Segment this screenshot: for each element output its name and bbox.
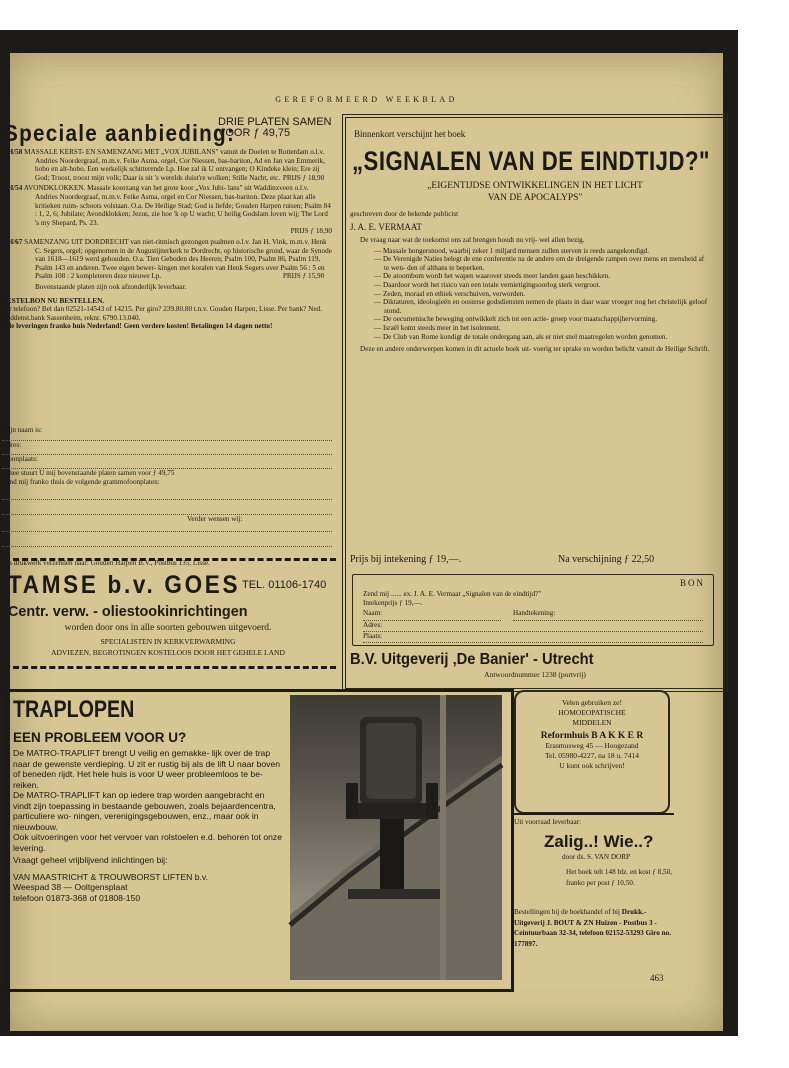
book-bullet: — De Verenigde Naties belegt de ene conferentie na de andere om de dreigende rampen over mens en mensheid af te wen- den of althans te beperken. (374, 255, 705, 272)
zalig-author: door ds. S. VAN DORP (562, 853, 631, 861)
zalig-order: Bestellingen bij de boekhandel of bij Drukk.-Uitgeverij J. BOUT & ZN Huizen - Postbus 3 - Ceintuurbaan 32-34, telefoon 02152-53293 Giro no. 177897. (514, 908, 671, 948)
book-bullet: — De Club van Rome kondigt de totale ondergang aan, als er niet snel maatregelen worden genomen. (374, 332, 668, 341)
bon-line-1: Zend mij ...... ex. J. A. E. Vermaat „Signalen van de eindtijd?" (363, 590, 542, 598)
bon-address-field[interactable]: Adres: (363, 621, 703, 632)
traplift-phone: telefoon 01873-368 of 01808-150 (13, 892, 141, 903)
book-body: De vraag naar wat de toekomst ons zal brengen houdt nu vrij- wel allen bezig. — Massale hongersnood, waarbij zeker 1 miljard mensen zullen sterven is reeds aangekondigd. — De Verenigde Naties belegt de ene conferentie na de andere om de dreigende rampen over mens en mensheid af te wen- den of althans te beperken. — De atoombom wordt het wapen waarover steeds meer landen gaan beschikken. — Daardoor wordt het risico van een totale vernietigingsoorlog sterk vergroot. — Zeden, moraal en ethiek verschuiven, verworden. — Diktaturen, ideologieën en oosterse godsdiensten nemen de plaats in daar waar vroeger nog het christelijk geloof stond. — De oecumenische beweging ontwikkelt zich tot een actie- groep voor maatschappijhervorming. — Israël komt steeds meer in het isolement. — De Club van Rome kondigt de totale ondergang aan, als er niet snel maatregelen worden genomen. Deze en andere onderwerpen komen in dit actuele boek uit- voerig ter sprake en worden belicht vanuit de Heilige Schrift. (360, 236, 710, 354)
homeo-line-5: Erasmusweg 45 — Hoogezand (545, 741, 639, 750)
form-city-field[interactable]: Woonplaats: (2, 455, 332, 469)
newspaper-page (2, 53, 723, 1031)
traplift-subheading: EEN PROBLEEM VOOR U? (13, 730, 187, 745)
tamse-line-4: ADVIEZEN, BEGROTINGEN KOSTELOOS DOOR HET GEHELE LAND (51, 648, 285, 657)
book-bullet: — De oecumenische beweging ontwikkelt zich tot een actie- groep voor maatschappijhervorming. (374, 315, 658, 324)
traplift-heading: TRAPLOPEN (13, 696, 135, 723)
bon-city-field[interactable]: Plaats: (363, 632, 703, 643)
homeo-ad (514, 690, 670, 814)
homeo-line-3: MIDDELEN (572, 718, 612, 727)
offer-item-gh67: GH/67 SAMENZANG UIT DORDRECHT van niet-ritmisch gezongen psalmen o.l.v. Jan H. Vink, m.m.v. Henk C. Segers, orgel; opgenomen in de Augustijnerkerk te Dordrecht, op historische grond, waar de Synode van 1618—1619 werd gehouden. O.a. Tien Geboden des Heeren; Psalm 100, Psalm 86, Psalm 119, Psalm 143 en anderen. Twee eigen bewer- kingen met koralen van Henk Segers over Psalm 56 : 5 en Psalm 108 : 2 kompleteren deze nieuwe Lp. PRIJS ƒ 15,90 (2, 237, 332, 281)
tamse-line-1: Centr. verw. - oliestookinrichtingen (8, 603, 248, 620)
traplift-ad (4, 689, 514, 992)
order-form (2, 426, 332, 568)
book-ad (342, 114, 728, 692)
delivery-lines: Alle leveringen franko huis Nederland! Geen verdere kosten! Betalingen 14 dagen netto! (2, 322, 273, 331)
page-number: 463 (650, 973, 664, 983)
book-publisher: B.V. Uitgeverij ‚De Banier' - Utrecht (350, 651, 594, 668)
zalig-title: Zalig..! Wie..? (544, 832, 654, 851)
traplift-address: Weespad 38 — Ooltgensplaat (13, 882, 128, 892)
book-written-by: geschreven door de bekende publicist (350, 210, 459, 218)
form-record-line-1[interactable] (2, 486, 332, 500)
tamse-phone: TEL. 01106-1740 (242, 579, 327, 591)
offer-separate-note: Bovenstaande platen zijn ook afzonderlijk leverbaar. (35, 282, 187, 291)
stairlift-illustration (290, 695, 502, 980)
book-price-subscription: Prijs bij intekening ƒ 19,—. (350, 554, 462, 565)
homeo-line-7: U kunt ook schrijven! (559, 761, 625, 770)
book-reply: Antwoordnummer 1238 (portvrij) (484, 670, 586, 679)
tamse-line-2: worden door ons in alle soorten gebouwen uitgevoerd. (64, 623, 272, 633)
offer-item-gh58: GH/58 MASSALE KERST- EN SAMENZANG MET „VOX JUBILANS" vanuit de Doelen te Rotterdam o.l.v. Andries Noordergraaf, m.m.v. Feike Asma, orgel, Cor Niessen, bas-bariton, Ad en Jan van Emmerik, hobo en alt-hobo. Een werkelijk schitterende Lp. Hoe zal ik U ontvangen; O Kindeke klein; Ere zij God; Troost, troost mijn volk; Daar is uit 's werelds duist're wolken; Stille Nacht, etc. PRIJS ƒ 18,90 (2, 148, 325, 182)
zalig-available: Uit voorraad leverbaar: (514, 818, 582, 826)
offer-heading: Speciale aanbieding: (4, 120, 236, 146)
running-title: GEREFORMEERD WEEKBLAD (275, 95, 458, 104)
traplift-photo (290, 695, 502, 980)
traplift-para-2: De MATRO-TRAPLIFT kan op iedere trap worden aangebracht en vindt zijn toepassing in bestaande gebouwen, zoals bejaardencentra, particuliere wo- ningen, verenigingsgebouwen, enz., maar ook in nieuwbouw. (13, 790, 276, 832)
tamse-top-border (4, 558, 336, 561)
traplift-company: VAN MAASTRICHT & TROUWBORST LIFTEN b.v. (13, 871, 208, 882)
offer-footer: Als drukwerk verzenden naar: Gouden Harpen B.V., Postbus 135, Lisse. (2, 559, 210, 568)
book-bullet: — Massale hongersnood, waarbij zeker 1 miljard mensen zullen sterven is reeds aangekondigd. (374, 246, 650, 255)
offer-items (2, 148, 332, 331)
bon-signature-field[interactable]: Handtekening: (513, 609, 703, 621)
order-heading: BESTELBON NU BESTELLEN. (2, 296, 105, 305)
homeo-line-2: HOMOEOPATISCHE (558, 708, 626, 717)
form-line-1: ja/nee stuurt U mij bovenstaande platen samen voor ƒ 49,75 (2, 469, 175, 477)
form-name-field[interactable]: Mijn naam is: (2, 426, 332, 441)
book-bullet: — De atoombom wordt het wapen waarover steeds meer landen gaan beschikken. (374, 272, 610, 281)
form-wishes-line[interactable] (2, 532, 332, 547)
form-line-2: Zend mij franko thuis de volgende grammofoonplaten: (2, 477, 160, 486)
tamse-line-3: SPECIALISTEN IN KERKVERWARMING (100, 637, 236, 646)
book-bullet: — Israël komt steeds meer in het isolement. (374, 323, 501, 332)
homeo-line-6: Tel. 05980-4227, na 18 u. 7414 (544, 751, 640, 760)
tamse-ad (4, 558, 336, 673)
tamse-bottom-border (4, 666, 336, 669)
book-title: „SIGNALEN VAN DE EINDTIJD?" (352, 146, 710, 176)
offer-item-gh54: GH/54 AVONDKLOKKEN. Massale koorzang van het grote koor „Vox Jubi- lans" uit Waddinxveen o.l.v. Andries Noordergraaf, m.m.v. Feike Asma, orgel en Cor Niessen, bas-bariton. Deze plaat kan alle kritieken ruim- schoots volstaan. O.a. De Heilige Stad; God is liefde; Gouden Harpen ruisen; Psalm 84 : 1, 2, 6; Jubilate; Avondklokken; Jezus, zie hoe 'k op U wacht; U heilig Godslam loven wij; The Lord 's my Shepard, Ps. 23. PRIJS ƒ 18,90 (2, 184, 332, 236)
book-bullet: — Zeden, moraal en ethiek verschuiven, verworden. (374, 289, 526, 298)
book-bullet: — Daardoor wordt het risico van een totale vernietigingsoorlog sterk vergroot. (374, 280, 601, 289)
homeo-line-1: Velen gebruiken ze! (562, 698, 622, 707)
zalig-details: Het boek telt 148 blz. en kost ƒ 8,50, franko per post ƒ 10,50. (566, 868, 673, 887)
homeo-line-4: Reformhuis B A K K E R (540, 731, 644, 741)
book-author: J. A. E. VERMAAT (350, 222, 422, 232)
traplift-para-4: Vraagt geheel vrijblijvend inlichtingen bij: (13, 855, 168, 865)
form-wishes-field[interactable]: Verder wensen wij: (2, 515, 332, 532)
traplift-para-1: De MATRO-TRAPLIFT brengt U veilig en gemakke- lijk over de trap naar de gewenste verdieping. U zit er rustig bij als de lift U naar boven of beneden rijdt. Het hele huis is voor U weer probleemloos te be- reiken. (13, 748, 281, 790)
bon-name-field[interactable]: Naam: (363, 609, 501, 621)
book-bullet: — Diktaturen, ideologieën en oosterse godsdiensten nemen de plaats in daar waar vroeger nog het christelijk geloof stond. (374, 298, 708, 315)
traplift-para-3: Ook uitvoeringen voor het vervoer van rolstoelen e.d. behoren tot onze levering. (13, 832, 282, 853)
zalig-ad (514, 813, 674, 985)
order-lines: Per telefoon? Bel dan 02521-14543 of 14215. Per giro? 239.80.80 t.n.v. Gouden Harpen, Lisse. Per bank? Ned. Middenst.bank Sassenheim, reknr. 6790.13.040. (2, 305, 322, 322)
book-coupon (352, 574, 714, 646)
book-subtitle: „EIGENTIJDSE ONTWIKKELINGEN IN HET LICHT VAN DE APOCALYPS" (427, 181, 643, 203)
book-intro: Binnenkort verschijnt het boek (354, 129, 466, 139)
form-record-line-2[interactable] (2, 500, 332, 515)
form-address-field[interactable]: Adres: (2, 441, 332, 455)
bon-title: BON (679, 578, 705, 588)
traplift-body (13, 748, 283, 903)
book-price-release: Na verschijning ƒ 22,50 (558, 554, 655, 565)
bon-line-2: Intekenprijs ƒ 19,—. (363, 599, 423, 607)
tamse-name: TAMSE b.v. GOES (8, 571, 241, 599)
offer-subheading: DRIE PLATEN SAMEN VOOR ƒ 49,75 (218, 116, 332, 139)
